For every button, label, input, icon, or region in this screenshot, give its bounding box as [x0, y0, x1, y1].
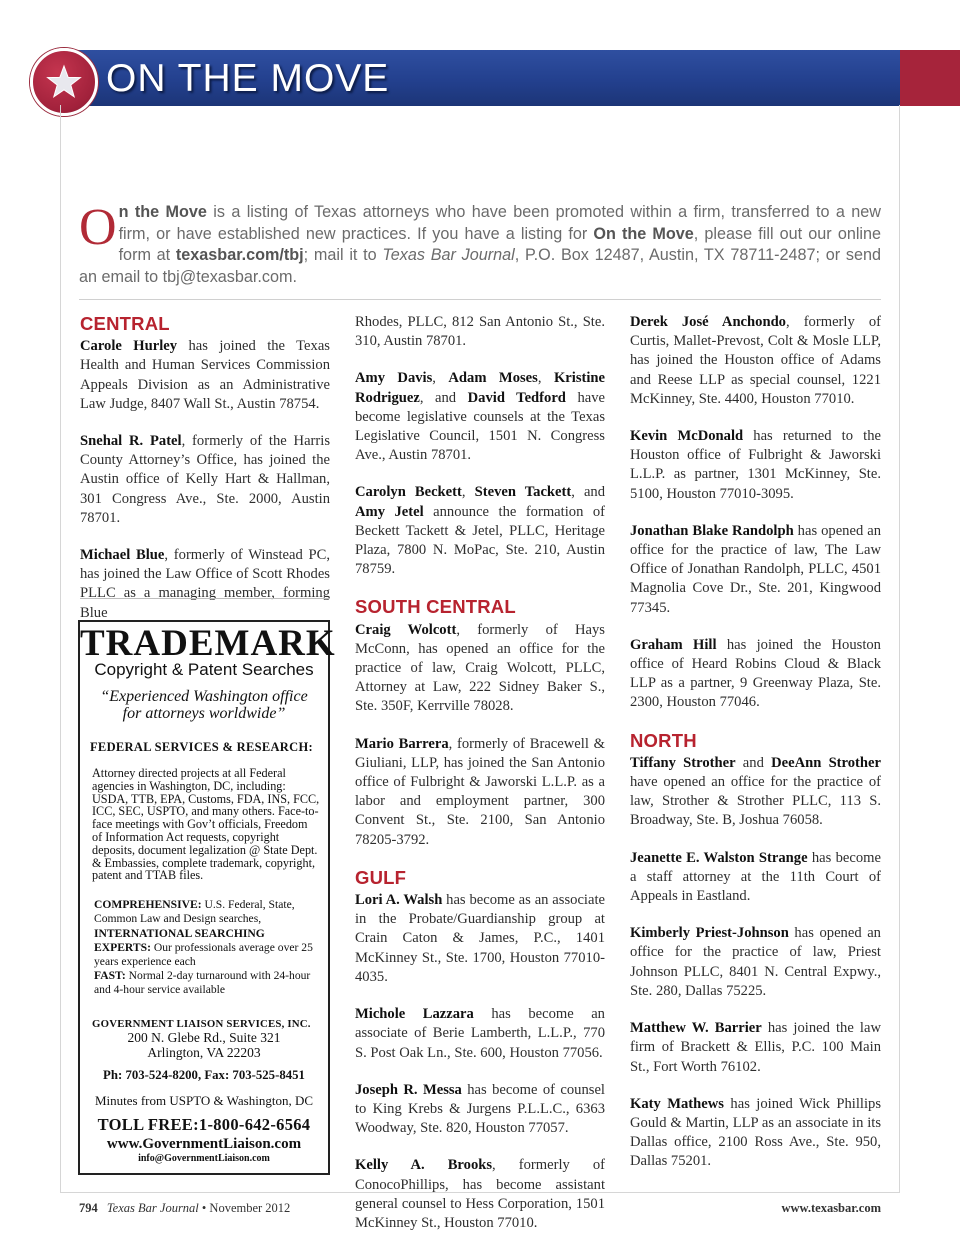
- intro-journal: Texas Bar Journal: [382, 246, 515, 264]
- listing-entry: [80, 337, 330, 414]
- attorney-name: Matthew W. Barrier: [630, 1020, 762, 1037]
- intro-link-web[interactable]: texasbar.com/tbj: [175, 246, 304, 264]
- intro-bold-1: n the Move: [118, 203, 207, 221]
- attorney-name: Kelly A. Brooks: [355, 1157, 493, 1174]
- entry-text: has joined the law firm of Brackett & Ellis, P.C. 100 Main St., Fort Worth 76102.: [630, 1020, 881, 1075]
- attorney-name: Jonathan Blake Randolph: [630, 522, 794, 539]
- column-2: [355, 313, 605, 1251]
- attorney-name: Katy Mathews: [630, 1095, 724, 1112]
- name-sep: ,: [461, 484, 475, 501]
- name-sep: , and: [571, 484, 606, 501]
- column-1: [80, 313, 330, 621]
- attorney-name: Kimberly Priest-Johnson: [630, 925, 789, 942]
- attorney-name: Derek José Anchondo: [630, 314, 786, 330]
- entry-text: has become as an associate in the Probate/Guardianship group at Crain Caton & James, P.C., 1401 McKinney St., Ste. 1700, Houston 77010-4035.: [355, 892, 605, 985]
- listing-entry: [630, 754, 881, 831]
- ad-website-link[interactable]: www.GovernmentLiaison.com: [106, 1135, 302, 1152]
- section-heading-central: CENTRAL: [80, 313, 170, 334]
- ad-address: [80, 1030, 328, 1060]
- listing-entry: [355, 1005, 605, 1063]
- intro-text-1: is a listing of Texas attorneys who have been promoted within a firm, transferred to a new firm, or have established new practices. If you have a listing for: [118, 203, 881, 243]
- listing-entry: [355, 483, 605, 579]
- ad-fed-heading: FEDERAL SERVICES & RESEARCH:: [90, 740, 313, 754]
- entry-text: , formerly of Hays McConn, has opened an office for the practice of law, Craig Wolcott, PLLC, Attorney at Law, 222 Sidney Baker S., Ste. 350F, Kerrville 78028.: [355, 621, 605, 715]
- attorney-name: Kristine Rodriguez: [355, 370, 606, 406]
- attorney-name: Craig Wolcott: [355, 621, 457, 638]
- ad-quote-line-1: “Experienced Washington office: [100, 688, 308, 705]
- entry-text: has become of counsel to King Krebs & Jurgens P.L.L.C., 6363 Woodway, Ste. 820, Houston 77057.: [355, 1081, 605, 1137]
- page-title: ON THE MOVE: [106, 57, 390, 100]
- listing-entry: [630, 1095, 881, 1172]
- entry-text: has joined the Texas Health and Human Services Commission Appeals Division as an Administrative Law Judge, 8407 Wall St., Austin 78754.: [80, 338, 330, 412]
- attorney-name: Mario Barrera: [355, 735, 449, 752]
- attorney-name: Steven Tackett: [474, 484, 572, 501]
- ad-quote-line-2: for attorneys worldwide”: [122, 705, 286, 722]
- ad-title: TRADEMARK: [80, 623, 336, 664]
- ad-phone: Ph: 703-524-8200, Fax: 703-525-8451: [103, 1067, 305, 1082]
- listing-entry: [630, 1019, 881, 1077]
- listing-entry: [80, 432, 330, 528]
- ad-email-link[interactable]: info@GovernmentLiaison.com: [138, 1152, 270, 1164]
- ad-address-line-2: Arlington, VA 22203: [147, 1044, 261, 1060]
- entry-text: has opened an office for the practice of law, Priest Johnson PLLC, 8401 N. Central Expwy., Ste. 280, Dallas 75225.: [630, 925, 881, 999]
- attorney-name: Snehal R. Patel: [80, 433, 182, 450]
- ad-company: GOVERNMENT LIAISON SERVICES, INC.: [92, 1017, 311, 1030]
- listing-entry: [355, 369, 605, 465]
- entry-text: has returned to the Houston office of Fulbright & Jaworski L.L.P. as partner, 1301 McKinney, Ste. 5100, Houston 77010-3095.: [630, 428, 881, 502]
- entry-text: has joined Wick Phillips Gould & Martin, LLP as an associate in its Dallas office, 2100 Ross Ave., Ste. 950, Dallas 75201.: [630, 1095, 881, 1170]
- ad-minutes: Minutes from USPTO & Washington, DC: [94, 1092, 314, 1108]
- name-sep: ,: [537, 370, 554, 387]
- header-accent: [900, 50, 960, 106]
- ad-tollfree[interactable]: TOLL FREE:1-800-642-6564: [97, 1114, 311, 1134]
- ad-quote: [80, 688, 328, 722]
- listing-entry: [355, 1156, 605, 1233]
- attorney-name: Amy Davis: [355, 370, 433, 387]
- entry-text: has become an associate of Berie Lamberth, L.L.P., 770 S. Post Oak Ln., Ste. 600, Houston 77056.: [355, 1006, 605, 1061]
- column-3: [630, 313, 881, 1190]
- footer-date: November 2012: [209, 1201, 291, 1215]
- trademark-advertisement[interactable]: [78, 620, 336, 1175]
- entry-text: , formerly of the Harris County Attorney’s Office, has joined the Austin office of Kelly Hart & Hallman, 301 Congress Ave., Ste. 2000, Austin 78701.: [80, 433, 330, 526]
- entry-text: , formerly of Bracewell & Giuliani, LLP, has joined the San Antonio office of Fulbright & Jaworski L.L.P. as a labor and employment partner, 300 Convent St., Ste. 2100, San Antonio 78205-3792.: [355, 735, 605, 848]
- attorney-name: Amy Jetel: [355, 503, 424, 520]
- intro-text-2: , please fill out our online form at: [118, 224, 882, 264]
- entry-text: has joined the Houston office of Heard Robins Cloud & Black LLP as a partner, 9 Greenway Plaza, Ste. 2300, Houston 77046.: [630, 636, 881, 711]
- listing-entry: [630, 849, 881, 907]
- entry-text: has opened an office for the practice of law, The Law Office of Jonathan Randolph, PLLC, 4501 Magnolia Cove Dr., Ste. 201, Kingwood 77345.: [630, 522, 881, 616]
- attorney-name: David Tedford: [467, 389, 566, 406]
- ad-fed-text: Attorney directed projects at all Federal agencies in Washington, DC, including: USDA, TTB, EPA, Customs, FDA, INS, FCC, ICC, SEC, USPTO, and many others. Face-to-face meetings with Gov’t officials, Freedom of Information Act requests, copyright deposits, document legalization @ State Dept. & Embassies, complete trademark, copyright, patent and TTAB files.: [92, 766, 320, 883]
- page-number: 794: [79, 1201, 98, 1215]
- intro-divider: [79, 299, 881, 300]
- listing-entry-continued: Rhodes, PLLC, 812 San Antonio St., Ste. 310, Austin 78701.: [355, 314, 605, 350]
- entry-text: announce the formation of Beckett Tackett & Jetel, PLLC, Heritage Plaza, 7800 N. MoPac, Ste. 210, Austin 78759.: [355, 503, 605, 578]
- attorney-name: Graham Hill: [630, 636, 717, 653]
- listing-entry: [355, 735, 605, 850]
- footer-journal: Texas Bar Journal: [106, 1201, 199, 1215]
- section-heading-north: NORTH: [630, 729, 697, 751]
- intro-text-3: ; mail it to: [303, 246, 383, 264]
- entry-text: , formerly of Winstead PC, has joined the Law Office of Scott Rhodes PLLC as a managing member, forming Blue: [80, 547, 330, 621]
- ad-experts-label: INTERNATIONAL SEARCHING EXPERTS:: [94, 926, 265, 954]
- name-sep: and: [735, 754, 772, 771]
- footer-website-link[interactable]: www.texasbar.com: [781, 1201, 881, 1215]
- attorney-name: Michole Lazzara: [355, 1006, 474, 1023]
- ad-comp-label: COMPREHENSIVE:: [94, 898, 202, 912]
- ad-experts-text: Our professionals average over 25 years experience each: [94, 940, 313, 968]
- listing-entry: [80, 546, 330, 621]
- ad-address-line-1: 200 N. Glebe Rd., Suite 321: [127, 1029, 281, 1045]
- listing-entry: [630, 636, 881, 713]
- listing-entry: [355, 621, 605, 717]
- name-sep: ,: [432, 370, 449, 387]
- ad-divider: [80, 598, 330, 599]
- attorney-name: Michael Blue: [80, 547, 165, 564]
- ad-fast-text: Normal 2-day turnaround with 24-hour and 4-hour service available: [94, 969, 311, 997]
- ad-fast-label: FAST:: [94, 969, 126, 983]
- section-heading-gulf: GULF: [355, 866, 407, 888]
- attorney-name: Carolyn Beckett: [355, 484, 462, 501]
- attorney-name: Jeanette E. Walston Strange: [630, 849, 808, 866]
- entry-text: have opened an office for the practice of law, Strother & Strother PLLC, 113 S. Broadway, Ste. B, Joshua 76058.: [630, 774, 881, 829]
- attorney-name: Carole Hurley: [80, 338, 178, 355]
- entry-text: , formerly of Curtis, Mallet-Prevost, Colt & Mosle LLP, has joined the Houston office of Adams and Reese LLP as special counsel, 1221 McKinney, Ste. 4400, Houston 77010.: [630, 314, 881, 407]
- entry-text: have become legislative counsels at the Texas Legislative Council, 1501 N. Congress Ave., Austin 78701.: [355, 389, 605, 464]
- attorney-name: Joseph R. Messa: [355, 1081, 462, 1098]
- attorney-name: Adam Moses: [448, 370, 538, 387]
- ad-comp-text: U.S. Federal, State, Common Law and Design searches,: [94, 898, 295, 926]
- entry-text: , formerly of ConocoPhillips, has become assistant general counsel to Hess Corporation, 1501 McKinney St., Houston 77010.: [355, 1157, 605, 1231]
- listing-entry: [355, 1081, 605, 1139]
- entry-text: has become a staff attorney at the 11th Court of Appeals in Eastland.: [630, 849, 881, 905]
- intro-text-4: , P.O. Box 12487, Austin, TX 78711-2487; or send an email to tbj@texasbar.com.: [79, 246, 881, 286]
- ad-services: [94, 898, 320, 997]
- intro-bold-2: On the Move: [593, 224, 694, 243]
- listing-entry: [630, 427, 881, 504]
- footer-left: [79, 1201, 290, 1216]
- listing-entry: [630, 924, 881, 1001]
- name-sep: , and: [419, 389, 468, 406]
- attorney-name: Lori A. Walsh: [355, 892, 443, 909]
- listing-entry: [630, 313, 881, 409]
- drop-cap: O: [79, 199, 117, 256]
- listing-entry: [630, 522, 881, 618]
- attorney-name: DeeAnn Strother: [771, 754, 881, 771]
- attorney-name: Tiffany Strother: [630, 754, 736, 771]
- section-heading-south-central: SOUTH CENTRAL: [355, 596, 516, 618]
- listing-entry: [355, 891, 605, 987]
- star-icon: [46, 64, 82, 100]
- ad-subtitle: Copyright & Patent Searches: [94, 660, 314, 679]
- footer-separator: •: [201, 1201, 207, 1215]
- attorney-name: Kevin McDonald: [630, 428, 744, 445]
- intro-paragraph: [79, 199, 882, 288]
